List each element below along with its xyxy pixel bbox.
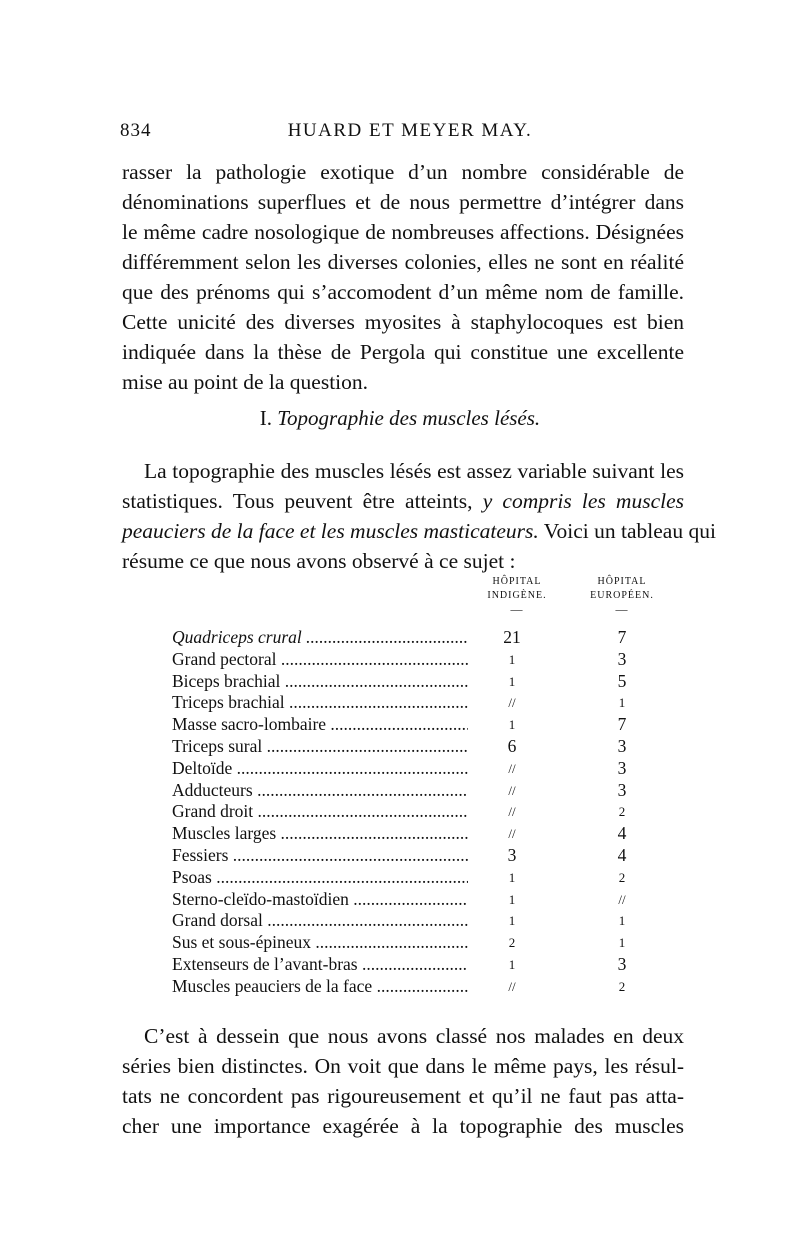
count-indigene: 1 <box>508 673 516 689</box>
muscle-name: Masse sacro-lombaire ..... <box>172 714 468 736</box>
count-europeen: 1 <box>618 695 626 711</box>
table-row <box>172 932 672 954</box>
muscle-name: Fessiers ..... <box>172 845 468 867</box>
count-indigene: 21 <box>503 627 521 647</box>
count-indigene: 3 <box>507 844 517 865</box>
table-row <box>172 714 672 736</box>
count-europeen: 5 <box>617 670 627 691</box>
running-title: HUARD ET MEYER MAY. <box>287 120 533 141</box>
running-header <box>120 120 700 146</box>
table-row <box>172 867 672 889</box>
text-line: dénominations superflues et de nous permettre d’intégrer dans <box>122 190 684 214</box>
count-europeen: 3 <box>617 735 627 756</box>
count-europeen: 2 <box>618 869 626 885</box>
count-indigene: 2 <box>508 935 516 951</box>
text-line: rasser la pathologie exotique d’un nombre considérable de <box>122 160 684 184</box>
muscle-name: Adducteurs ..... <box>172 780 468 802</box>
text-run: statistiques. Tous peuvent être atteints, <box>122 489 473 513</box>
text-line: indiquée dans la thèse de Pergola qui constitue une excellente <box>122 340 684 364</box>
count-europeen: 3 <box>617 648 627 669</box>
count-europeen: 7 <box>617 627 627 647</box>
count-indigene: 1 <box>508 869 516 885</box>
text-line <box>122 486 684 516</box>
text-line: tats ne concordent pas rigoureusement et qu’il ne faut pas atta- <box>122 1084 684 1108</box>
column-rule: — <box>510 602 524 616</box>
table-body <box>172 627 672 998</box>
count-indigene: // <box>508 695 516 711</box>
column-rule: — <box>615 602 629 616</box>
muscle-name: Grand dorsal ..... <box>172 910 468 932</box>
count-europeen: 7 <box>617 714 627 735</box>
paragraph-conclusion <box>122 1021 684 1141</box>
table-row <box>172 758 672 780</box>
muscle-name: Grand droit ..... <box>172 801 468 823</box>
count-europeen: 2 <box>618 804 626 820</box>
muscle-name: Extenseurs de l’avant-bras ..... <box>172 954 468 976</box>
table-row <box>172 823 672 845</box>
count-europeen: 3 <box>617 779 627 800</box>
table-row <box>172 692 672 714</box>
count-indigene: 6 <box>507 735 517 756</box>
text-line: résume ce que nous avons observé à ce sujet : <box>122 549 516 573</box>
page-number: 834 <box>120 120 152 141</box>
text-line: La topographie des muscles lésés est assez variable suivant les <box>144 459 684 483</box>
text-line: différemment selon les diverses colonies, elles ne sont en réalité <box>122 250 684 274</box>
count-indigene: 1 <box>508 891 516 907</box>
table-row <box>172 649 672 671</box>
table-row <box>172 780 672 802</box>
column-header-line: EUROPÉEN. <box>590 590 654 601</box>
text-line: cher une importance exagérée à la topographie des muscles <box>122 1114 684 1138</box>
table-row <box>172 954 672 976</box>
count-indigene: 1 <box>508 956 516 972</box>
text-line <box>122 516 716 546</box>
table-row <box>172 627 672 649</box>
muscle-name: Triceps brachial ..... <box>172 692 468 714</box>
count-indigene: // <box>508 782 516 798</box>
table-row <box>172 910 672 932</box>
muscle-name: Psoas ..... <box>172 867 468 889</box>
table-row <box>172 976 672 998</box>
column-header-line: INDIGÈNE. <box>487 590 547 601</box>
text-run: Voici un tableau qui <box>543 519 716 543</box>
italic-run: y compris les muscles <box>482 489 684 513</box>
section-title: Topographie des muscles lésés. <box>277 406 541 430</box>
muscle-name: Triceps sural ..... <box>172 736 468 758</box>
section-numeral: I. <box>259 406 273 430</box>
count-indigene: // <box>508 826 516 842</box>
column-header-hopital-indigene <box>462 575 572 615</box>
count-europeen: 4 <box>617 823 627 844</box>
table-row <box>172 889 672 911</box>
text-line: mise au point de la question. <box>122 370 369 394</box>
table-row <box>172 671 672 693</box>
count-europeen: 1 <box>618 935 626 951</box>
column-header-line: HÔPITAL <box>492 576 542 587</box>
count-europeen: 3 <box>617 953 627 974</box>
count-europeen: // <box>618 891 626 907</box>
muscle-name: Sterno-cleïdo-mastoïdien ..... <box>172 889 468 911</box>
muscle-name: Muscles larges ..... <box>172 823 468 845</box>
count-europeen: 3 <box>617 757 627 778</box>
count-europeen: 4 <box>617 844 627 865</box>
table-row <box>172 801 672 823</box>
count-europeen: 2 <box>618 978 626 994</box>
column-header-line: HÔPITAL <box>597 576 647 587</box>
text-line: Cette unicité des diverses myosites à staphylocoques est bien <box>122 310 684 334</box>
table-row <box>172 736 672 758</box>
count-indigene: // <box>508 760 516 776</box>
section-heading <box>120 406 680 431</box>
paragraph-intro <box>122 157 684 397</box>
italic-run: peauciers de la face et les muscles masticateurs. <box>122 519 539 543</box>
text-line: que des prénoms qui s’accomodent d’un même nom de famille. <box>122 280 684 304</box>
table-row <box>172 845 672 867</box>
count-europeen: 1 <box>618 913 626 929</box>
count-indigene: 1 <box>508 651 516 667</box>
text-line: le même cadre nosologique de nombreuses affections. Désignées <box>122 220 684 244</box>
muscle-name: Muscles peauciers de la face ..... <box>172 976 468 998</box>
muscle-name: Biceps brachial ..... <box>172 671 468 693</box>
count-indigene: 1 <box>508 717 516 733</box>
muscle-name: Grand pectoral ..... <box>172 649 468 671</box>
count-indigene: 1 <box>508 913 516 929</box>
text-line: C’est à dessein que nous avons classé nos malades en deux <box>144 1024 684 1048</box>
muscle-name: Deltoïde ..... <box>172 758 468 780</box>
count-indigene: // <box>508 978 516 994</box>
text-line: séries bien distinctes. On voit que dans le même pays, les résul- <box>122 1054 684 1078</box>
column-header-hopital-europeen <box>567 575 677 615</box>
muscle-name: Quadriceps crural ..... <box>172 627 468 649</box>
count-indigene: // <box>508 804 516 820</box>
paragraph-topography <box>122 456 716 576</box>
muscle-name: Sus et sous-épineux ..... <box>172 932 468 954</box>
